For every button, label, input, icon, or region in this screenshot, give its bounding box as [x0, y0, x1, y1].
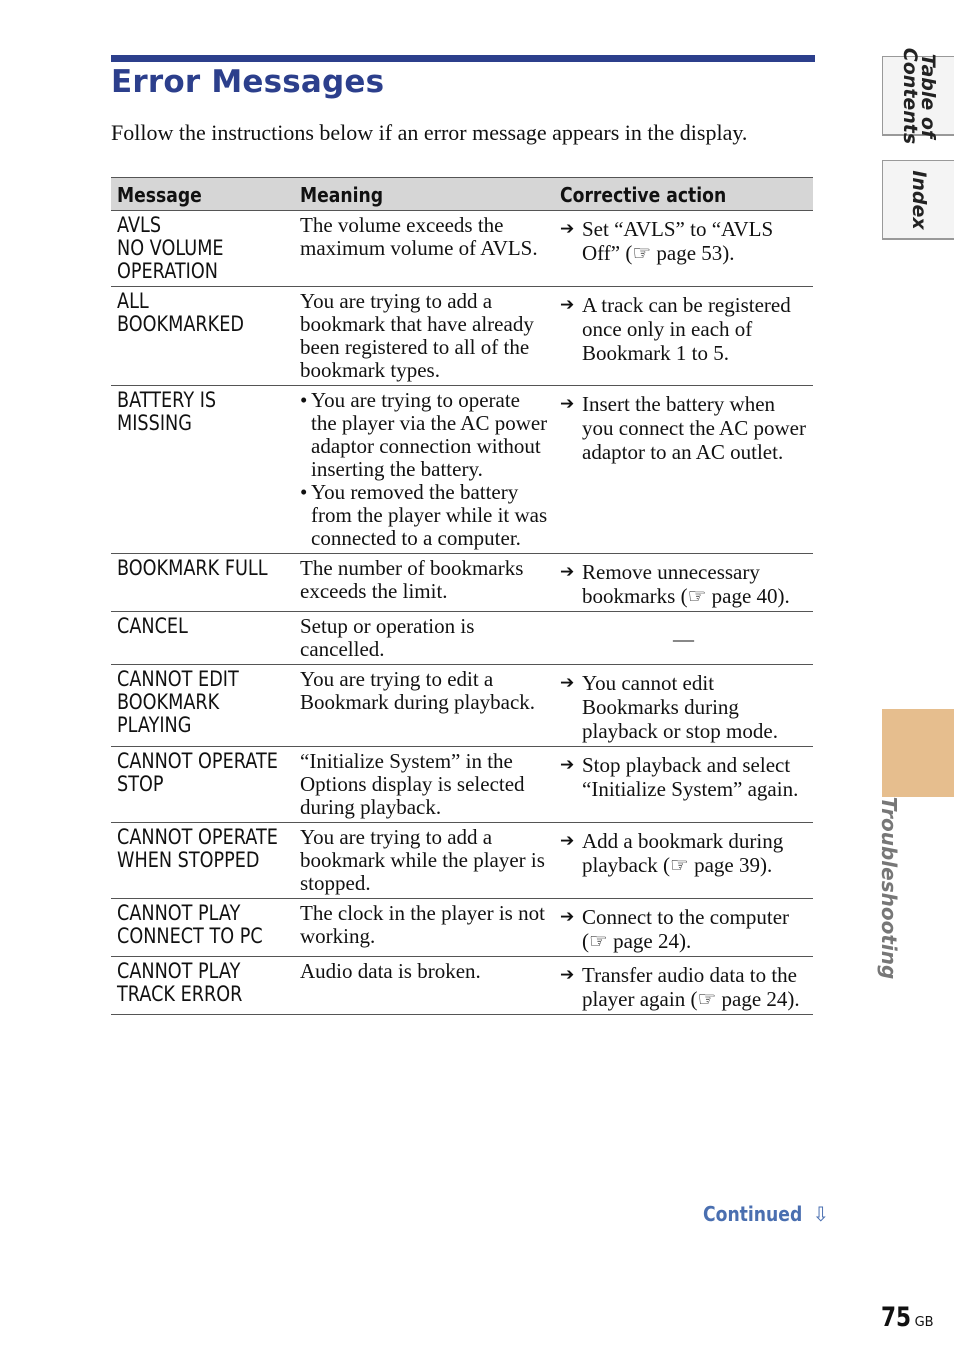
meaning-text: The clock in the player is not working.	[300, 901, 545, 948]
arrow-right-icon: ➔	[560, 965, 575, 985]
action-cell	[554, 386, 813, 554]
message-cell	[111, 747, 294, 823]
error-message-text: CANNOT OPERATE STOP	[117, 749, 278, 796]
meaning-cell	[294, 211, 554, 287]
meaning-cell	[294, 665, 554, 747]
error-message-text: CANNOT PLAY TRACK ERROR	[117, 959, 243, 1006]
meaning-text: You are trying to add a bookmark while the player is stopped.	[300, 825, 545, 895]
table-row	[111, 957, 813, 1015]
corrective-action	[560, 902, 807, 953]
corrective-action-text: Remove unnecessary bookmarks (☞ page 40).	[582, 560, 790, 608]
arrow-right-icon: ➔	[560, 219, 575, 239]
action-cell	[554, 957, 813, 1015]
meaning-text: Setup or operation is cancelled.	[300, 614, 475, 661]
arrow-right-icon: ➔	[560, 831, 575, 851]
section-label: Troubleshooting	[877, 796, 901, 980]
message-cell	[111, 823, 294, 899]
corrective-action	[560, 290, 807, 365]
table-row	[111, 747, 813, 823]
table-row	[111, 823, 813, 899]
error-message-text: CANNOT PLAY CONNECT TO PC	[117, 901, 263, 948]
meaning-cell	[294, 823, 554, 899]
message-cell	[111, 287, 294, 386]
arrow-right-icon: ➔	[560, 295, 575, 315]
corrective-action-text: Connect to the computer (☞ page 24).	[582, 905, 790, 953]
table-row	[111, 899, 813, 957]
meaning-text: You are trying to add a bookmark that have already been registered to all of the bookmark types.	[300, 289, 534, 382]
meaning-text: You are trying to edit a Bookmark during playback.	[300, 667, 536, 714]
corrective-action	[560, 668, 807, 743]
corrective-action-text: A track can be registered once only in each of Bookmark 1 to 5.	[582, 293, 791, 365]
meaning-cell	[294, 899, 554, 957]
meaning-cell	[294, 747, 554, 823]
page-title: Error Messages	[111, 64, 385, 100]
message-cell	[111, 554, 294, 612]
table-row	[111, 386, 813, 554]
message-cell	[111, 386, 294, 554]
meaning-cell	[294, 287, 554, 386]
message-cell	[111, 899, 294, 957]
error-table	[111, 177, 813, 1015]
error-message-text: ALL BOOKMARKED	[117, 289, 244, 336]
bullet-icon: •	[300, 480, 308, 504]
corrective-action-text: Add a bookmark during playback (☞ page 39).	[582, 829, 784, 877]
meaning-text: “Initialize System” in the Options display is selected during playback.	[300, 749, 525, 819]
error-message-text: BOOKMARK FULL	[117, 556, 268, 580]
title-rule	[111, 55, 815, 62]
table-row	[111, 612, 813, 665]
error-message-text: BATTERY IS MISSING	[117, 388, 217, 435]
meaning-cell	[294, 554, 554, 612]
continued-label: Continued	[703, 1202, 803, 1226]
page-number-suffix: GB	[914, 1315, 934, 1330]
corrective-action-text: You cannot edit Bookmarks during playback or stop mode.	[582, 671, 778, 743]
corrective-action-text: Stop playback and select “Initialize System” again.	[582, 753, 799, 801]
table-of-contents-tab[interactable]	[882, 47, 954, 144]
meaning-text: Audio data is broken.	[300, 959, 481, 983]
error-message-text: CANNOT EDIT BOOKMARK PLAYING	[117, 667, 239, 737]
index-tab[interactable]	[882, 160, 954, 240]
table-row	[111, 211, 813, 287]
message-cell	[111, 612, 294, 665]
action-cell	[554, 211, 813, 287]
no-action-dash: —	[673, 627, 694, 651]
corrective-action	[560, 557, 807, 608]
section-marker	[882, 709, 954, 797]
arrow-right-icon: ➔	[560, 394, 575, 414]
action-cell	[554, 747, 813, 823]
error-message-text: AVLS NO VOLUME OPERATION	[117, 213, 224, 283]
continued-indicator	[703, 1202, 829, 1226]
column-header-action: Corrective action	[554, 178, 813, 211]
table-body	[111, 211, 813, 1015]
meaning-cell	[294, 957, 554, 1015]
corrective-action	[560, 826, 807, 877]
arrow-right-icon: ➔	[560, 673, 575, 693]
action-cell	[554, 899, 813, 957]
intro-text: Follow the instructions below if an error message appears in the display.	[111, 120, 748, 145]
page-number-value: 75	[881, 1302, 912, 1333]
table-row	[111, 665, 813, 747]
corrective-action	[560, 960, 807, 1011]
index-tab-label: Index	[907, 169, 930, 230]
message-cell	[111, 211, 294, 287]
error-message-text: CANNOT OPERATE WHEN STOPPED	[117, 825, 278, 872]
meaning-text: The number of bookmarks exceeds the limit.	[300, 556, 524, 603]
corrective-action-text: Set “AVLS” to “AVLS Off” (☞ page 53).	[582, 217, 774, 265]
corrective-action-text: Insert the battery when you connect the AC power adaptor to an AC outlet.	[582, 392, 806, 464]
arrow-right-icon: ➔	[560, 562, 575, 582]
action-cell	[554, 554, 813, 612]
bullet-icon: •	[300, 388, 308, 412]
action-cell	[554, 823, 813, 899]
arrow-down-icon: ⇩	[812, 1202, 830, 1226]
table-header-row	[111, 178, 813, 211]
action-cell	[554, 287, 813, 386]
bullet-text: You removed the battery from the player while it was connected to a computer.	[311, 480, 548, 550]
meaning-text	[300, 389, 548, 481]
corrective-action-text: Transfer audio data to the player again (☞ page 24).	[582, 963, 800, 1011]
corrective-action	[560, 389, 807, 464]
meaning-cell	[294, 612, 554, 665]
corrective-action	[560, 214, 807, 265]
arrow-right-icon: ➔	[560, 907, 575, 927]
bullet-text: You are trying to operate the player via the AC power adaptor connection without inserting the battery.	[311, 388, 548, 481]
action-cell	[554, 612, 813, 665]
meaning-text	[300, 481, 548, 550]
corrective-action	[560, 750, 807, 801]
meaning-text: The volume exceeds the maximum volume of AVLS.	[300, 213, 538, 260]
table-row	[111, 554, 813, 612]
error-message-text: CANCEL	[117, 614, 188, 638]
message-cell	[111, 957, 294, 1015]
message-cell	[111, 665, 294, 747]
table-row	[111, 287, 813, 386]
arrow-right-icon: ➔	[560, 755, 575, 775]
meaning-cell	[294, 386, 554, 554]
column-header-meaning: Meaning	[294, 178, 554, 211]
table-of-contents-tab-label: Table of Contents	[898, 47, 939, 144]
column-header-message: Message	[111, 178, 294, 211]
action-cell	[554, 665, 813, 747]
page-number	[881, 1302, 934, 1333]
